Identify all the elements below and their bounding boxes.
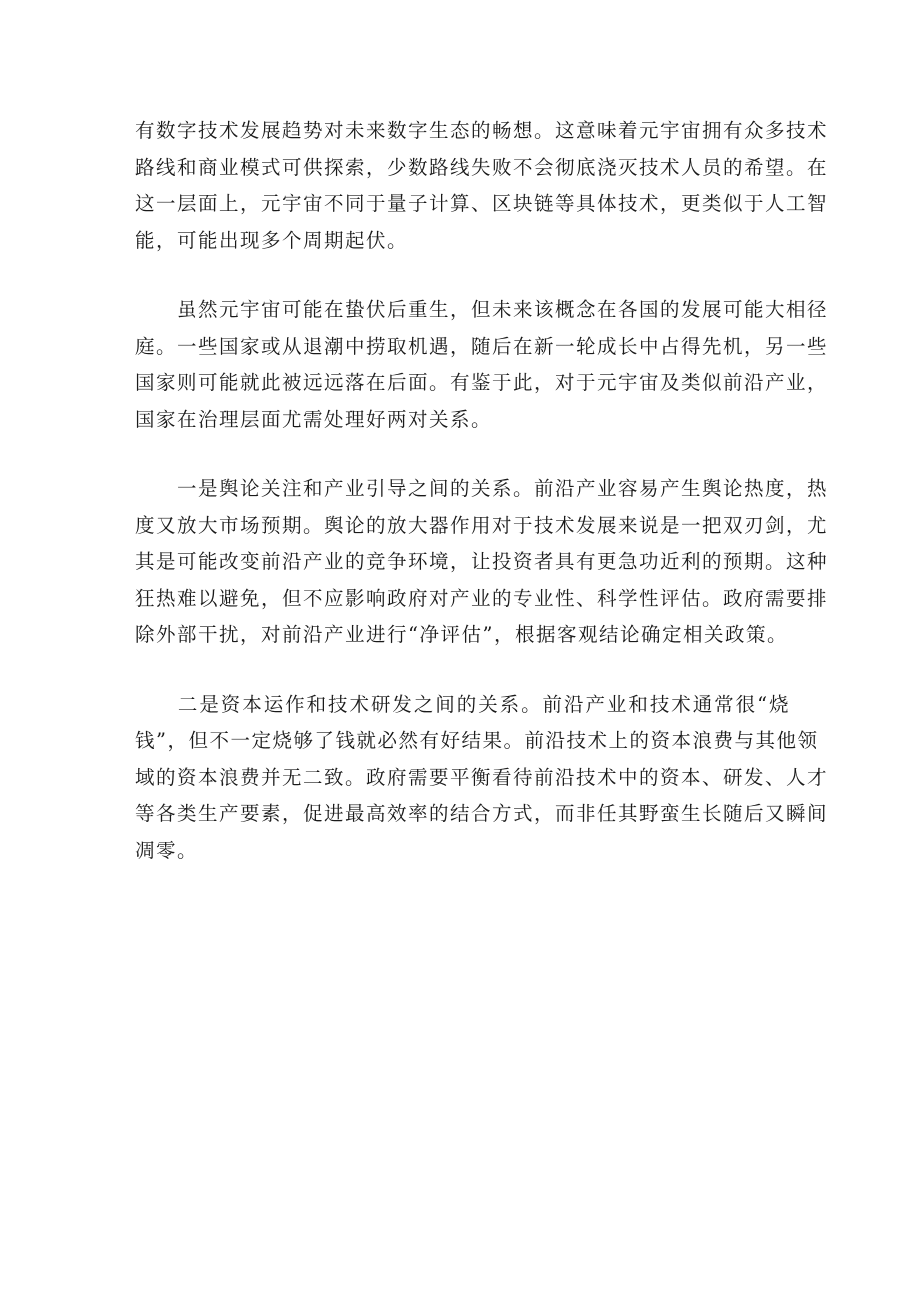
text-line: 路线和商业模式可供探索，少数路线失败不会彻底浇灭技术人员的希望。在 (135, 155, 829, 179)
text-line: 这一层面上，元宇宙不同于量子计算、区块链等具体技术，更类似于人工智 (135, 192, 829, 215)
text-line: 除外部干扰，对前沿产业进行“净评估”，根据客观结论确定相关政策。 (135, 623, 788, 646)
text-line: 有数字技术发展趋势对未来数字生态的畅想。这意味着元宇宙拥有众多技术 (135, 119, 829, 142)
text-line: 国家在治理层面尤需处理好两对关系。 (135, 407, 493, 431)
paragraph-4 (135, 687, 829, 870)
paragraph-1 (135, 113, 829, 259)
text-line: 度又放大市场预期。舆论的放大器作用对于技术发展来说是一把双刃剑，尤 (135, 513, 829, 537)
text-line: 一是舆论关注和产业引导之间的关系。前沿产业容易产生舆论热度，热 (135, 477, 829, 500)
text-line: 国家则可能就此被远远落在后面。有鉴于此，对于元宇宙及类似前沿产业， (135, 371, 829, 394)
text-line: 钱”，但不一定烧够了钱就必然有好结果。前沿技术上的资本浪费与其他领 (135, 729, 819, 752)
paragraph-3 (135, 471, 829, 654)
text-line: 能，可能出现多个周期起伏。 (135, 228, 409, 252)
text-line: 狂热难以避免，但不应影响政府对产业的专业性、科学性评估。政府需要排 (135, 586, 829, 610)
text-line: 域的资本浪费并无二致。政府需要平衡看待前沿技术中的资本、研发、人才 (135, 765, 829, 789)
text-line: 等各类生产要素，促进最高效率的结合方式，而非任其野蛮生长随后又瞬间 (135, 802, 829, 825)
text-line: 二是资本运作和技术研发之间的关系。前沿产业和技术通常很“烧 (135, 692, 790, 716)
text-line: 凋零。 (135, 838, 199, 862)
paragraph-2 (135, 292, 829, 438)
text-line: 庭。一些国家或从退潮中捞取机遇，随后在新一轮成长中占得先机，另一些 (135, 334, 829, 358)
text-line: 其是可能改变前沿产业的竞争环境，让投资者具有更急功近利的预期。这种 (135, 550, 829, 573)
text-line: 虽然元宇宙可能在蛰伏后重生，但未来该概念在各国的发展可能大相径 (135, 298, 829, 321)
document-body (135, 113, 829, 869)
